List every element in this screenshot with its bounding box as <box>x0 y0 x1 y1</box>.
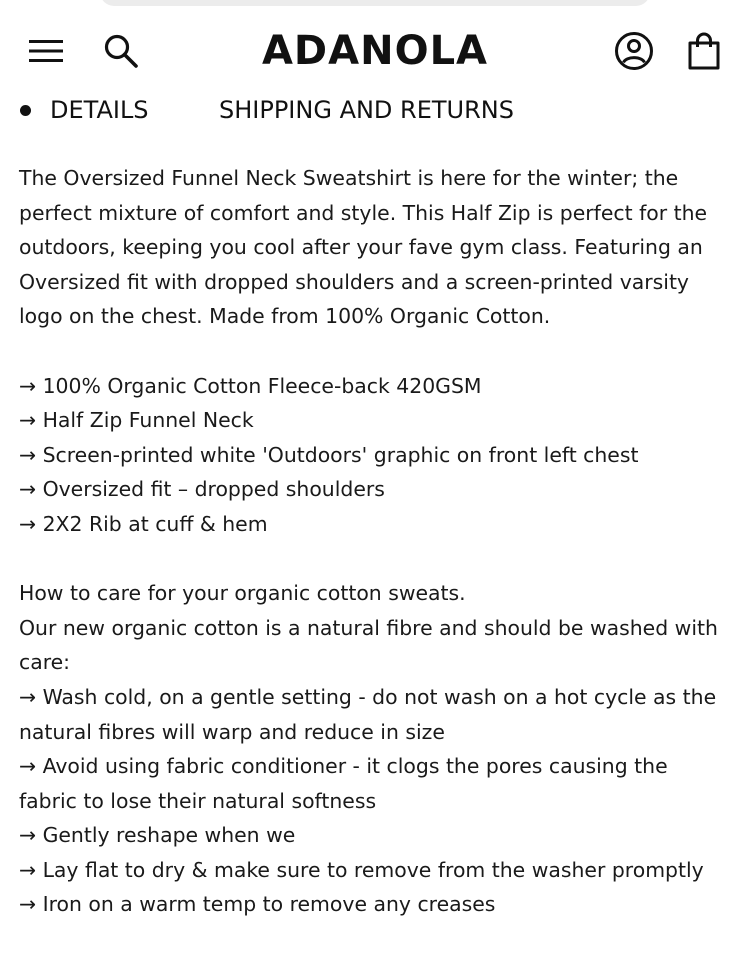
feature-item: → Half Zip Funnel Neck <box>19 408 254 433</box>
site-header <box>0 22 750 80</box>
bag-button[interactable] <box>682 22 726 80</box>
care-item: → Wash cold, on a gentle setting - do not wash on a hot cycle as the natural fibres will warp and reduce in size <box>19 684 717 744</box>
account-icon <box>614 31 654 71</box>
search-button[interactable] <box>98 22 144 80</box>
spacer <box>19 542 731 577</box>
tab-details[interactable]: DETAILS <box>50 96 149 124</box>
tab-shipping-and-returns[interactable]: SHIPPING AND RETURNS <box>219 96 514 124</box>
bag-icon <box>688 32 720 70</box>
account-button[interactable] <box>610 22 658 80</box>
search-icon <box>103 33 139 69</box>
feature-item: → 100% Organic Cotton Fleece-back 420GSM <box>19 373 482 398</box>
care-item: → Avoid using fabric conditioner - it clogs the pores causing the fabric to lose their natural softness <box>19 754 668 813</box>
care-intro: Our new organic cotton is a natural fibre and should be washed with care: <box>19 615 718 675</box>
description-intro: The Oversized Funnel Neck Sweatshirt is here for the winter; the perfect mixture of comfort and style. This Half Zip is perfect for the outdoors, keeping you cool after your fave gym class. Featuring an Oversized fit with dropped shoulders and a screen-printed varsity logo on the chest. Made from 100% Organic Cotton. <box>19 166 708 329</box>
product-description <box>19 161 731 922</box>
product-tabs <box>0 86 750 134</box>
feature-item: → 2X2 Rib at cuff & hem <box>19 511 268 536</box>
care-title: How to care for your organic cotton sweats. <box>19 581 466 606</box>
feature-item: → Oversized fit – dropped shoulders <box>19 477 385 502</box>
feature-item: → Screen-printed white 'Outdoors' graphic on front left chest <box>19 442 639 467</box>
care-item: → Lay flat to dry & make sure to remove from the washer promptly <box>19 857 704 882</box>
brand-logo[interactable]: ADANOLA <box>261 28 489 74</box>
active-tab-indicator <box>20 105 31 116</box>
care-item: → Iron on a warm temp to remove any creases <box>19 892 496 917</box>
care-item: → Gently reshape when we <box>19 823 296 848</box>
menu-button[interactable] <box>24 22 68 80</box>
browser-top-bar <box>100 0 650 6</box>
menu-icon <box>29 38 63 64</box>
spacer <box>19 334 731 369</box>
